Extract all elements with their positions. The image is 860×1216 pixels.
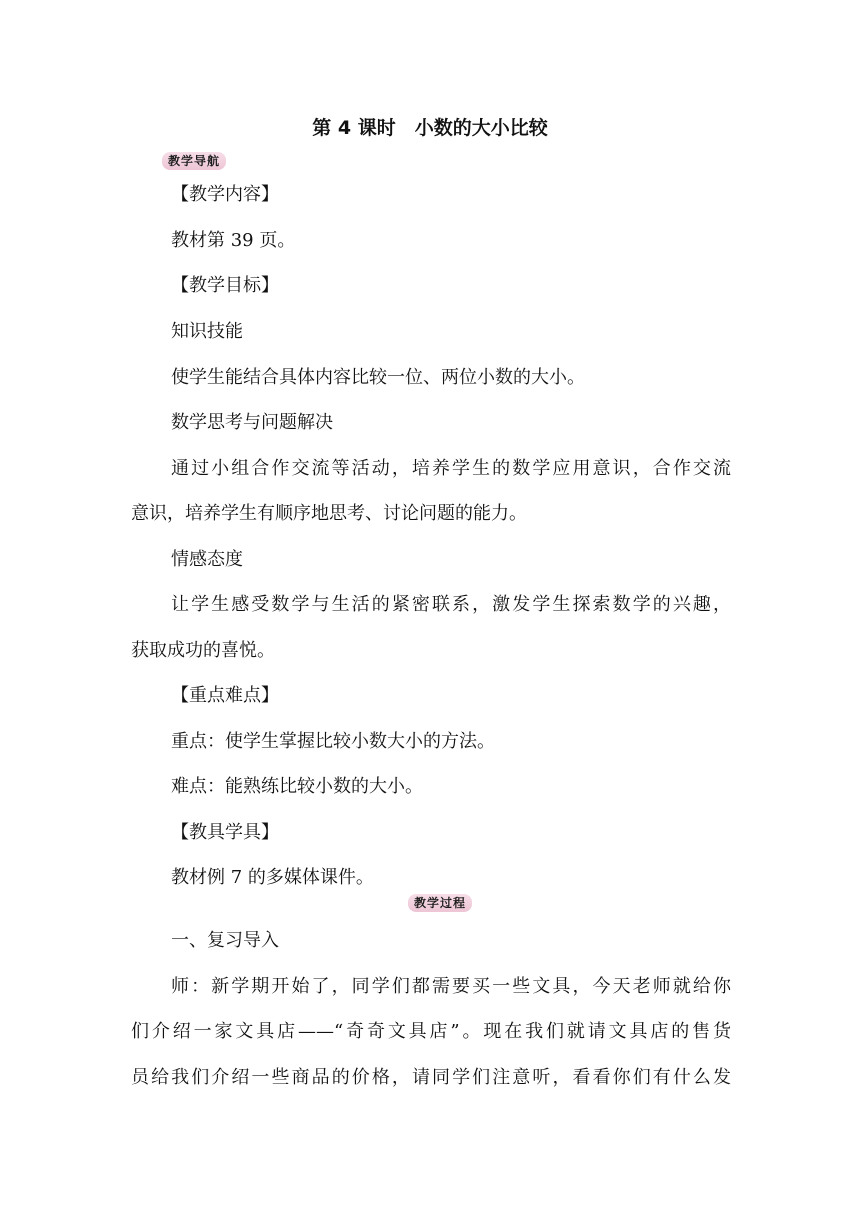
paragraph: 使学生能结合具体内容比较一位、两位小数的大小。 [171, 367, 585, 388]
paragraph-line: 师：新学期开始了，同学们都需要买一些文具，今天老师就给你 [171, 976, 731, 997]
paragraph-line: 们介绍一家文具店——“奇奇文具店”。现在我们就请文具店的售货 [131, 1021, 731, 1042]
subheading-math-thinking: 数学思考与问题解决 [171, 412, 333, 433]
section-heading-content: 【教学内容】 [171, 184, 279, 205]
teaching-nav-badge: 教学导航 [162, 152, 226, 170]
paragraph: 难点：能熟练比较小数的大小。 [171, 776, 423, 797]
section-heading-tools: 【教具学具】 [171, 822, 279, 843]
paragraph-line: 获取成功的喜悦。 [131, 640, 275, 661]
paragraph-line: 让学生感受数学与生活的紧密联系，激发学生探索数学的兴趣， [171, 594, 731, 615]
subheading-emotional-attitude: 情感态度 [171, 549, 243, 570]
section-heading-key-points: 【重点难点】 [171, 685, 279, 706]
page-title: 第 4 课时 小数的大小比较 [312, 117, 548, 139]
section-heading-goals: 【教学目标】 [171, 275, 279, 296]
subheading-knowledge-skills: 知识技能 [171, 321, 243, 342]
paragraph: 重点：使学生掌握比较小数大小的方法。 [171, 731, 495, 752]
paragraph: 教材第 39 页。 [171, 230, 296, 251]
section-heading-review: 一、复习导入 [171, 930, 279, 951]
paragraph: 教材例 7 的多媒体课件。 [171, 867, 374, 888]
paragraph-line: 意识，培养学生有顺序地思考、讨论问题的能力。 [131, 503, 527, 524]
paragraph-line: 通过小组合作交流等活动，培养学生的数学应用意识，合作交流 [171, 458, 731, 479]
paragraph-line: 员给我们介绍一些商品的价格，请同学们注意听，看看你们有什么发 [131, 1067, 731, 1088]
teaching-process-badge: 教学过程 [408, 894, 472, 912]
